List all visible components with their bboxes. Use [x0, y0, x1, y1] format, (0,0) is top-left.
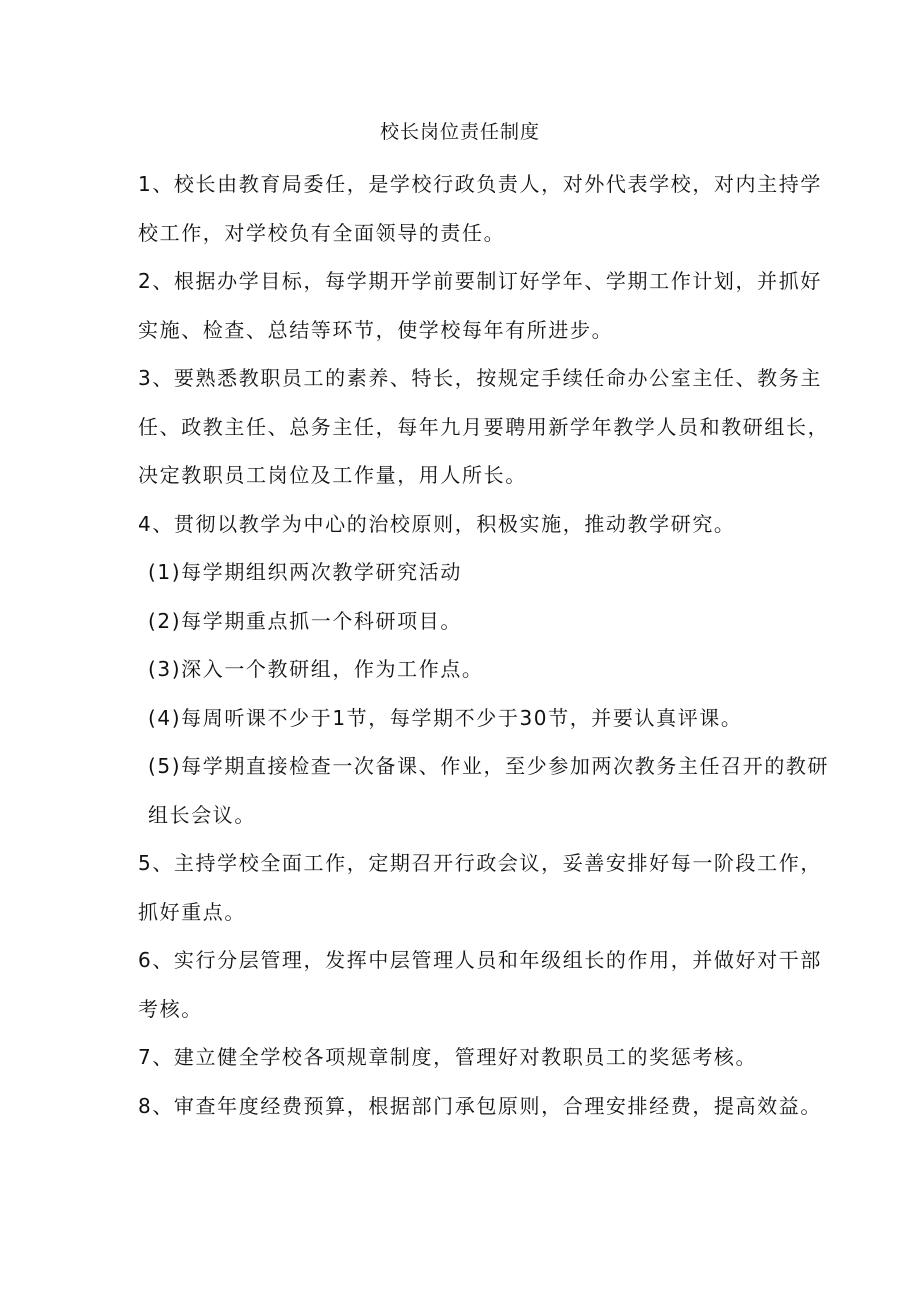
- numbered-paragraph: [138, 500, 788, 549]
- sub-item-paragraph: [138, 742, 830, 839]
- numbered-paragraph: [138, 257, 822, 354]
- paragraph-line: 考核。: [138, 996, 203, 1021]
- paragraph-line: 8、审查年度经费预算，根据部门承包原则，合理安排经费，提高效益。: [138, 1093, 822, 1118]
- paragraph-line: 组长会议。: [148, 802, 256, 827]
- document-body: [138, 160, 830, 1130]
- numbered-paragraph: [138, 1033, 788, 1082]
- numbered-paragraph: [138, 1082, 822, 1131]
- paragraph-line: (3)深入一个教研组，作为工作点。: [148, 657, 484, 681]
- paragraph-line: 任、政教主任、总务主任，每年九月要聘用新学年教学人员和教研组长，: [138, 414, 830, 439]
- paragraph-line: 1、校长由教育局委任，是学校行政负责人，对外代表学校，对内主持学: [138, 172, 822, 196]
- numbered-paragraph: [138, 160, 822, 257]
- paragraph-line: 抓好重点。: [138, 899, 246, 924]
- paragraph-line: (5)每学期直接检查一次备课、作业，至少参加两次教务主任召开的教研: [148, 754, 830, 778]
- paragraph-line: 5、主持学校全面工作，定期召开行政会议，妥善安排好每一阶段工作，: [138, 851, 822, 875]
- paragraph-line: 6、实行分层管理，发挥中层管理人员和年级组长的作用，并做好对干部: [138, 948, 822, 972]
- sub-item-paragraph: [138, 694, 788, 743]
- paragraph-line: 3、要熟悉教职员工的素养、特长，按规定手续任命办公室主任、教务主: [138, 366, 822, 390]
- sub-item-paragraph: [138, 597, 788, 646]
- numbered-paragraph: [138, 839, 822, 936]
- numbered-paragraph: [138, 354, 830, 500]
- paragraph-line: 4、贯彻以教学为中心的治校原则，积极实施，推动教学研究。: [138, 511, 736, 536]
- paragraph-line: (2)每学期重点抓一个科研项目。: [148, 608, 462, 633]
- paragraph-line: 校工作，对学校负有全面领导的责任。: [138, 220, 506, 245]
- page-title: 校长岗位责任制度: [379, 121, 540, 143]
- paragraph-line: (4)每周听课不少于1节，每学期不少于30节，并要认真评课。: [148, 705, 743, 730]
- sub-item-paragraph: [138, 645, 788, 694]
- paragraph-line: 2、根据办学目标，每学期开学前要制订好学年、学期工作计划，并抓好: [138, 269, 822, 293]
- numbered-paragraph: [138, 936, 822, 1033]
- sub-item-paragraph: [138, 548, 788, 597]
- paragraph-line: 决定教职员工岗位及工作量，用人所长。: [138, 463, 527, 487]
- paragraph-line: (1)每学期组织两次教学研究活动: [148, 560, 462, 584]
- paragraph-line: 7、建立健全学校各项规章制度，管理好对教职员工的奖惩考核。: [138, 1045, 758, 1069]
- paragraph-line: 实施、检查、总结等环节，使学校每年有所进步。: [138, 317, 614, 342]
